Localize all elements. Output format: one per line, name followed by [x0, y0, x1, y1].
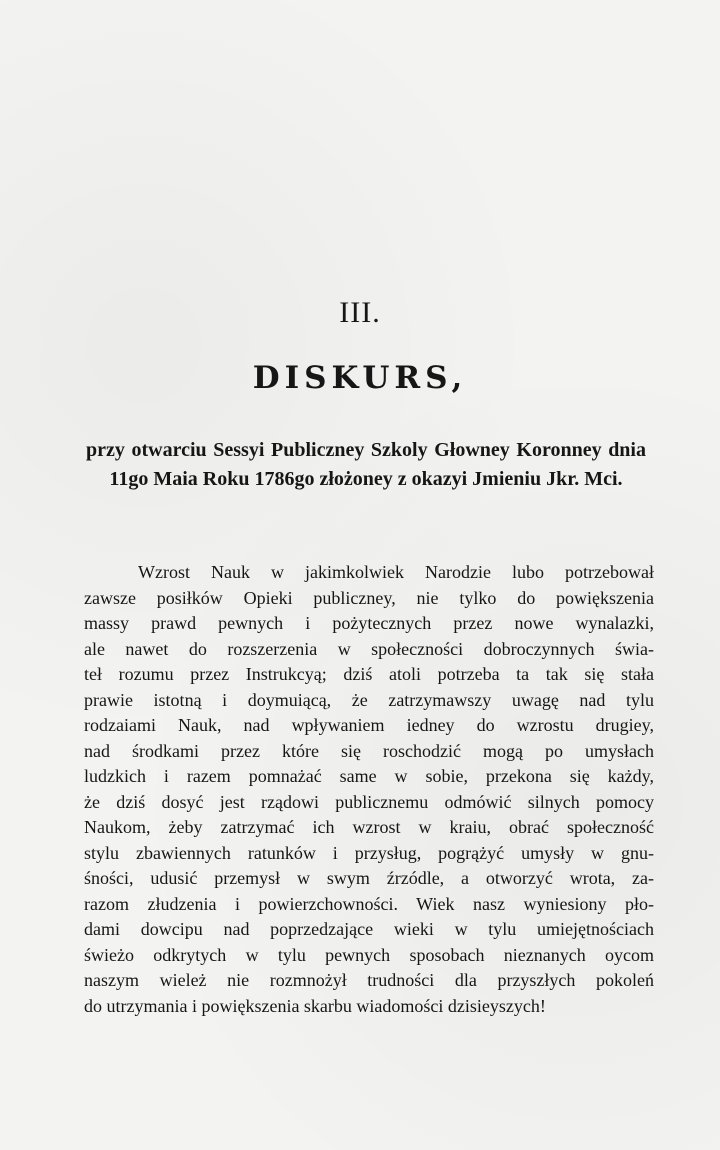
text-line: rodzaiami Nauk, nad wpływaniem iedney do wzrostu drugiey, — [84, 715, 654, 735]
text-line: massy prawd pewnych i pożytecznych przez nowe wynalazki, — [84, 613, 654, 633]
text-line: Wzrost Nauk w jakimkolwiek Narodzie lubo potrzebował — [138, 562, 654, 582]
text-line: że dziś dosyć jest rządowi publicznemu odmówić silnych pomocy — [84, 791, 654, 812]
text-line: śności, udusić przemysł w swym źrzódle, a otworzyć wrota, za- — [84, 868, 654, 888]
text-line: świeżo odkrytych w tylu pewnych sposobach nieznanych oycom — [84, 944, 654, 965]
text-line: nad środkami przez które się roschodzić mogą po umysłach — [84, 740, 654, 761]
text-line: zawsze posiłków Opieki publiczney, nie tylko do powiększenia — [84, 587, 654, 608]
body-paragraph — [84, 560, 654, 1019]
text-line: ludzkich i razem pomnażać same w sobie, przekona się każdy, — [84, 766, 654, 786]
chapter-subtitle: przy otwarciu Sessyi Publiczney Szkoly Głowney Koronney dnia 11go Maia Roku 1786go złożoney z okazyi Jmieniu Jkr. Mci. — [86, 439, 646, 490]
text-line: teł rozumu przez Instrukcyą; dziś atoli potrzeba ta tak się stała — [84, 664, 654, 684]
text-line: razom złudzenia i powierzchowności. Wiek nasz wyniesiony pło- — [84, 893, 654, 914]
text-line: prawie istotną i doymuiącą, że zatrzymawszy uwagę nad tylu — [84, 689, 654, 710]
text-line: ale nawet do rozszerzenia w społeczności dobroczynnych świa- — [84, 638, 654, 659]
text-line: do utrzymania i powiększenia skarbu wiadomości dzisieyszych! — [84, 995, 546, 1016]
text-line: naszym wieleż nie rozmnożył trudności dla przyszłych pokoleń — [84, 970, 654, 990]
text-line: stylu zbawiennych ratunków i przysług, pogrążyć umysły w gnu- — [84, 842, 654, 863]
text-line: dami dowcipu nad poprzedzające wieki w tylu umiejętnościach — [84, 919, 654, 939]
chapter-title: DISKURS, — [252, 360, 468, 396]
text-line: Naukom, żeby zatrzymać ich wzrost w kraiu, obrać społeczność — [84, 817, 654, 837]
chapter-numeral: III. — [339, 296, 381, 329]
